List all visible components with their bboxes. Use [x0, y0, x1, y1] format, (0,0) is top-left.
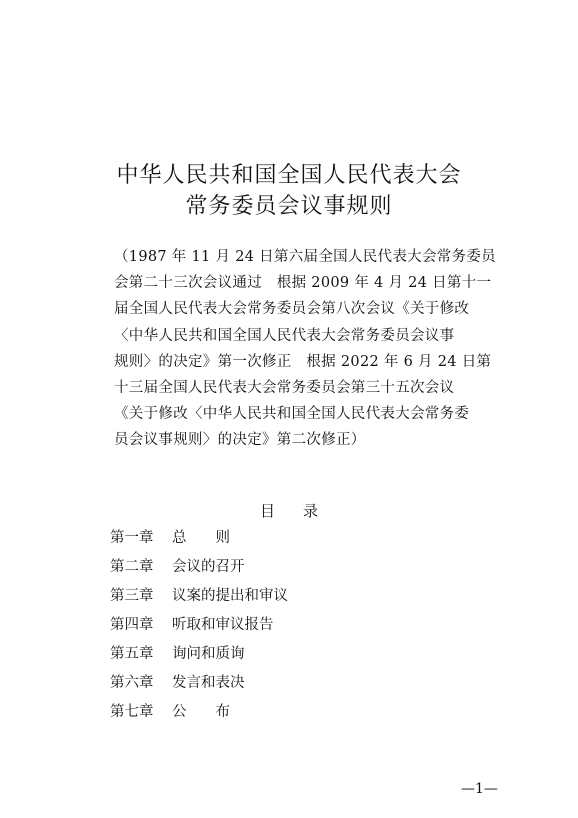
toc-chapter-title: 询问和质询 [172, 646, 245, 662]
toc-chapter-title: 总 则 [172, 530, 230, 546]
page-number: —1— [461, 781, 498, 797]
toc-chapter-number: 第二章 [110, 559, 154, 575]
toc-item[interactable] [110, 586, 288, 615]
toc-item[interactable] [110, 644, 288, 673]
toc-item[interactable] [110, 673, 288, 702]
toc-chapter-number: 第三章 [110, 588, 154, 604]
note-line: （1987 年 11 月 24 日第六届全国人民代表大会常务委员 [114, 249, 496, 265]
adoption-note [114, 244, 494, 454]
toc-chapter-title: 公 布 [172, 704, 230, 720]
toc-chapter-number: 第四章 [110, 617, 154, 633]
toc-item[interactable] [110, 702, 288, 731]
toc-chapter-number: 第一章 [110, 530, 154, 546]
note-line: 员会议事规则〉的决定》第二次修正） [114, 432, 366, 449]
toc-item[interactable] [110, 528, 288, 557]
toc-heading: 目录 [259, 502, 346, 520]
note-line: 届全国人民代表大会常务委员会第八次会议《关于修改 [114, 301, 470, 318]
toc-item[interactable] [110, 557, 288, 586]
note-line: 会第二十三次会议通过 根据 2009 年 4 月 24 日第十一 [114, 275, 492, 292]
toc-chapter-title: 会议的召开 [172, 559, 245, 575]
note-line: 十三届全国人民代表大会常务委员会第三十五次会议 [114, 380, 455, 397]
note-line: 《关于修改〈中华人民共和国全国人民代表大会常务委 [114, 406, 470, 423]
document-title-line-2: 常务委员会议事规则 [185, 194, 393, 219]
table-of-contents [110, 528, 288, 731]
toc-chapter-number: 第七章 [110, 704, 154, 720]
toc-chapter-number: 第六章 [110, 675, 154, 691]
document-title-line-1: 中华人民共和国全国人民代表大会 [116, 163, 462, 188]
note-line: 规则〉的决定》第一次修正 根据 2022 年 6 月 24 日第 [114, 353, 492, 370]
note-line: 〈中华人民共和国全国人民代表大会常务委员会议事 [114, 327, 455, 344]
toc-chapter-number: 第五章 [110, 646, 154, 662]
toc-chapter-title: 议案的提出和审议 [172, 588, 288, 604]
toc-item[interactable] [110, 615, 288, 644]
toc-chapter-title: 发言和表决 [172, 675, 245, 691]
toc-chapter-title: 听取和审议报告 [172, 617, 274, 633]
